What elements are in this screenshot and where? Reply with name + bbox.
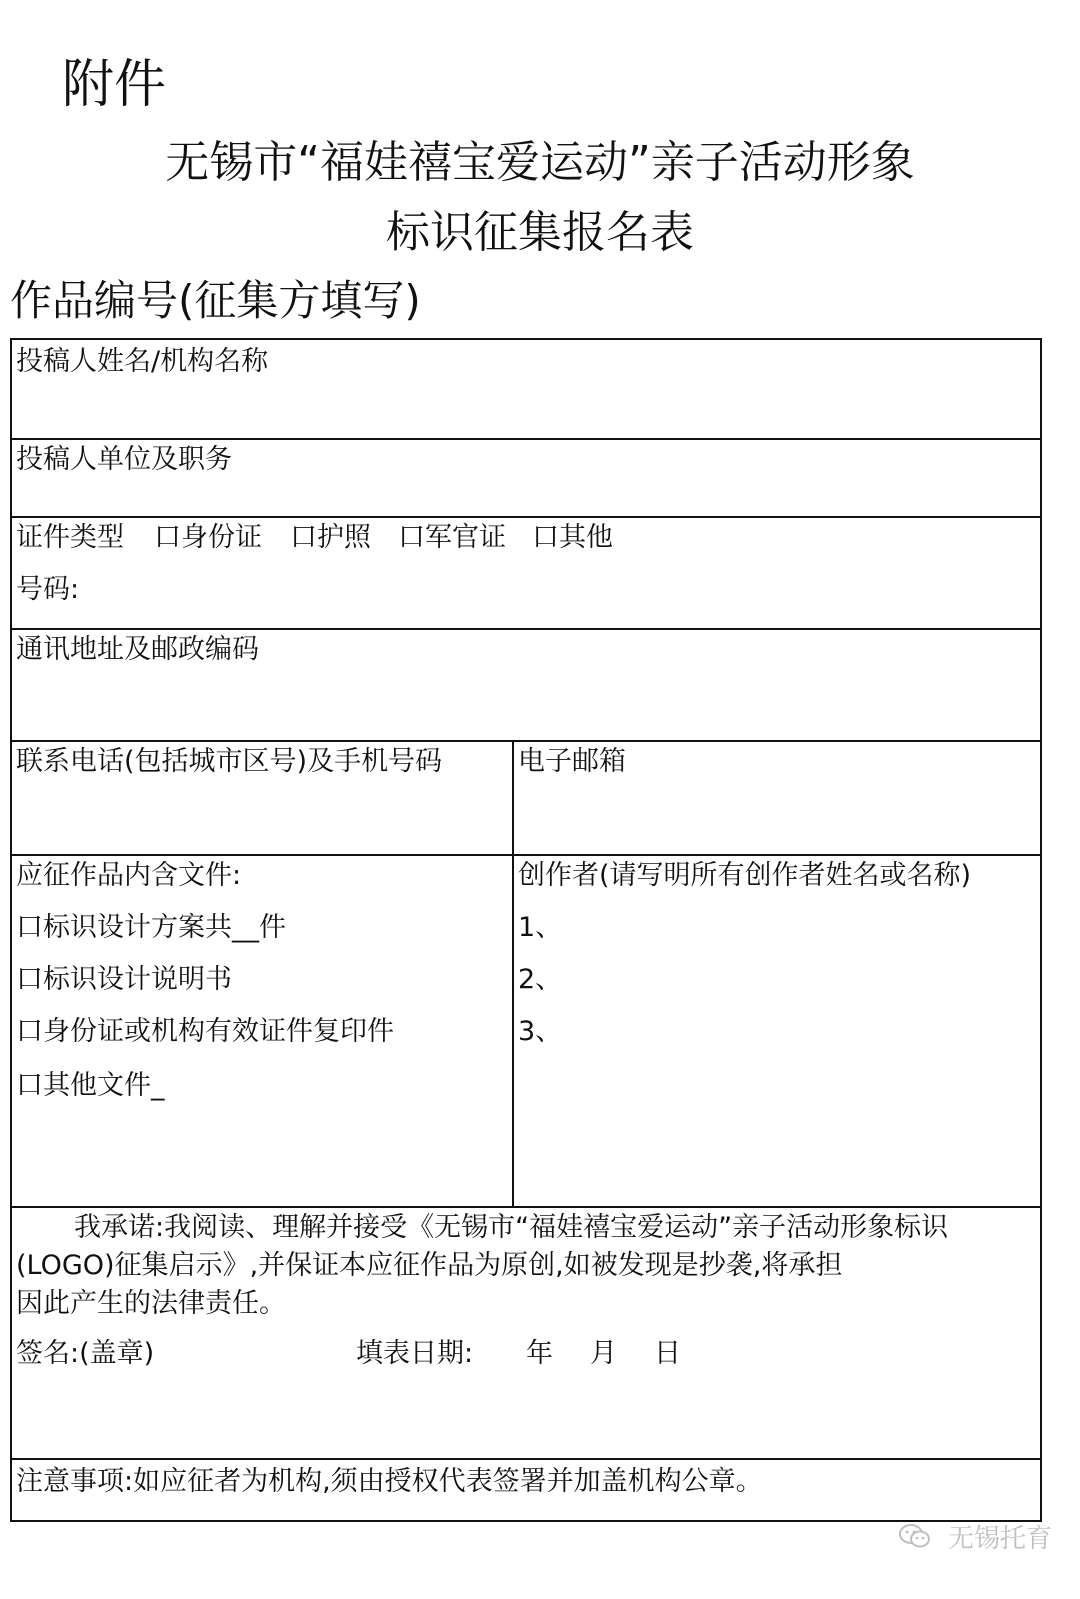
- form-title-line1: 无锡市“福娃禧宝爱运动”亲子活动形象: [165, 137, 915, 188]
- file-option-design[interactable]: 口标识设计方案共__件: [16, 912, 286, 943]
- date-year: 年: [526, 1338, 553, 1369]
- registration-form: [10, 338, 1042, 1522]
- row-divider: [12, 1458, 1040, 1460]
- wechat-icon: [898, 1522, 932, 1557]
- date-label: 填表日期:: [356, 1338, 474, 1369]
- id-type-option-military[interactable]: 口军官证: [398, 522, 506, 553]
- id-number-label: 号码:: [16, 574, 80, 605]
- id-type-option-id-card[interactable]: 口身份证: [154, 522, 262, 553]
- file-option-id-copy[interactable]: 口身份证或机构有效证件复印件: [16, 1016, 394, 1047]
- address-field-label: 通讯地址及邮政编码: [16, 634, 259, 665]
- source-watermark: [898, 1518, 1052, 1557]
- column-divider: [512, 740, 514, 1206]
- form-title-line2: 标识征集报名表: [386, 207, 694, 258]
- row-divider: [12, 438, 1040, 440]
- name-field-label: 投稿人姓名/机构名称: [16, 346, 269, 377]
- id-type-label: 证件类型: [16, 522, 124, 553]
- date-month: 月: [590, 1338, 617, 1369]
- work-number-label: 作品编号(征集方填写): [10, 276, 421, 325]
- watermark-text: 无锡托育: [947, 1524, 1052, 1554]
- row-divider: [12, 628, 1040, 630]
- id-type-option-passport[interactable]: 口护照: [290, 522, 371, 553]
- signature-label: 签名:(盖章): [16, 1338, 155, 1369]
- file-option-other[interactable]: 口其他文件_: [16, 1070, 165, 1101]
- row-divider: [12, 516, 1040, 518]
- file-option-description[interactable]: 口标识设计说明书: [16, 964, 232, 995]
- date-day: 日: [654, 1338, 681, 1369]
- pledge-text-line1: 我承诺:我阅读、理解并接受《无锡市“福娃禧宝爱运动”亲子活动形象标识: [74, 1212, 949, 1243]
- creator-line-1: 1、: [518, 912, 563, 943]
- phone-field-label: 联系电话(包括城市区号)及手机号码: [16, 746, 443, 777]
- pledge-text-line3: 因此产生的法律责任。: [16, 1288, 286, 1319]
- row-divider: [12, 1206, 1040, 1208]
- creators-label: 创作者(请写明所有创作者姓名或名称): [518, 860, 972, 891]
- id-type-option-other[interactable]: 口其他: [532, 522, 613, 553]
- row-divider: [12, 740, 1040, 742]
- email-field-label: 电子邮箱: [518, 746, 626, 777]
- unit-field-label: 投稿人单位及职务: [16, 444, 232, 475]
- creator-line-3: 3、: [518, 1016, 563, 1047]
- notice-text: 注意事项:如应征者为机构,须由授权代表签署并加盖机构公章。: [16, 1466, 763, 1497]
- files-label: 应征作品内含文件:: [16, 860, 242, 891]
- row-divider: [12, 854, 1040, 856]
- attachment-label: 附件: [62, 55, 167, 115]
- pledge-text-line2: (LOGO)征集启示》,并保证本应征作品为原创,如被发现是抄袭,将承担: [16, 1250, 843, 1281]
- creator-line-2: 2、: [518, 964, 563, 995]
